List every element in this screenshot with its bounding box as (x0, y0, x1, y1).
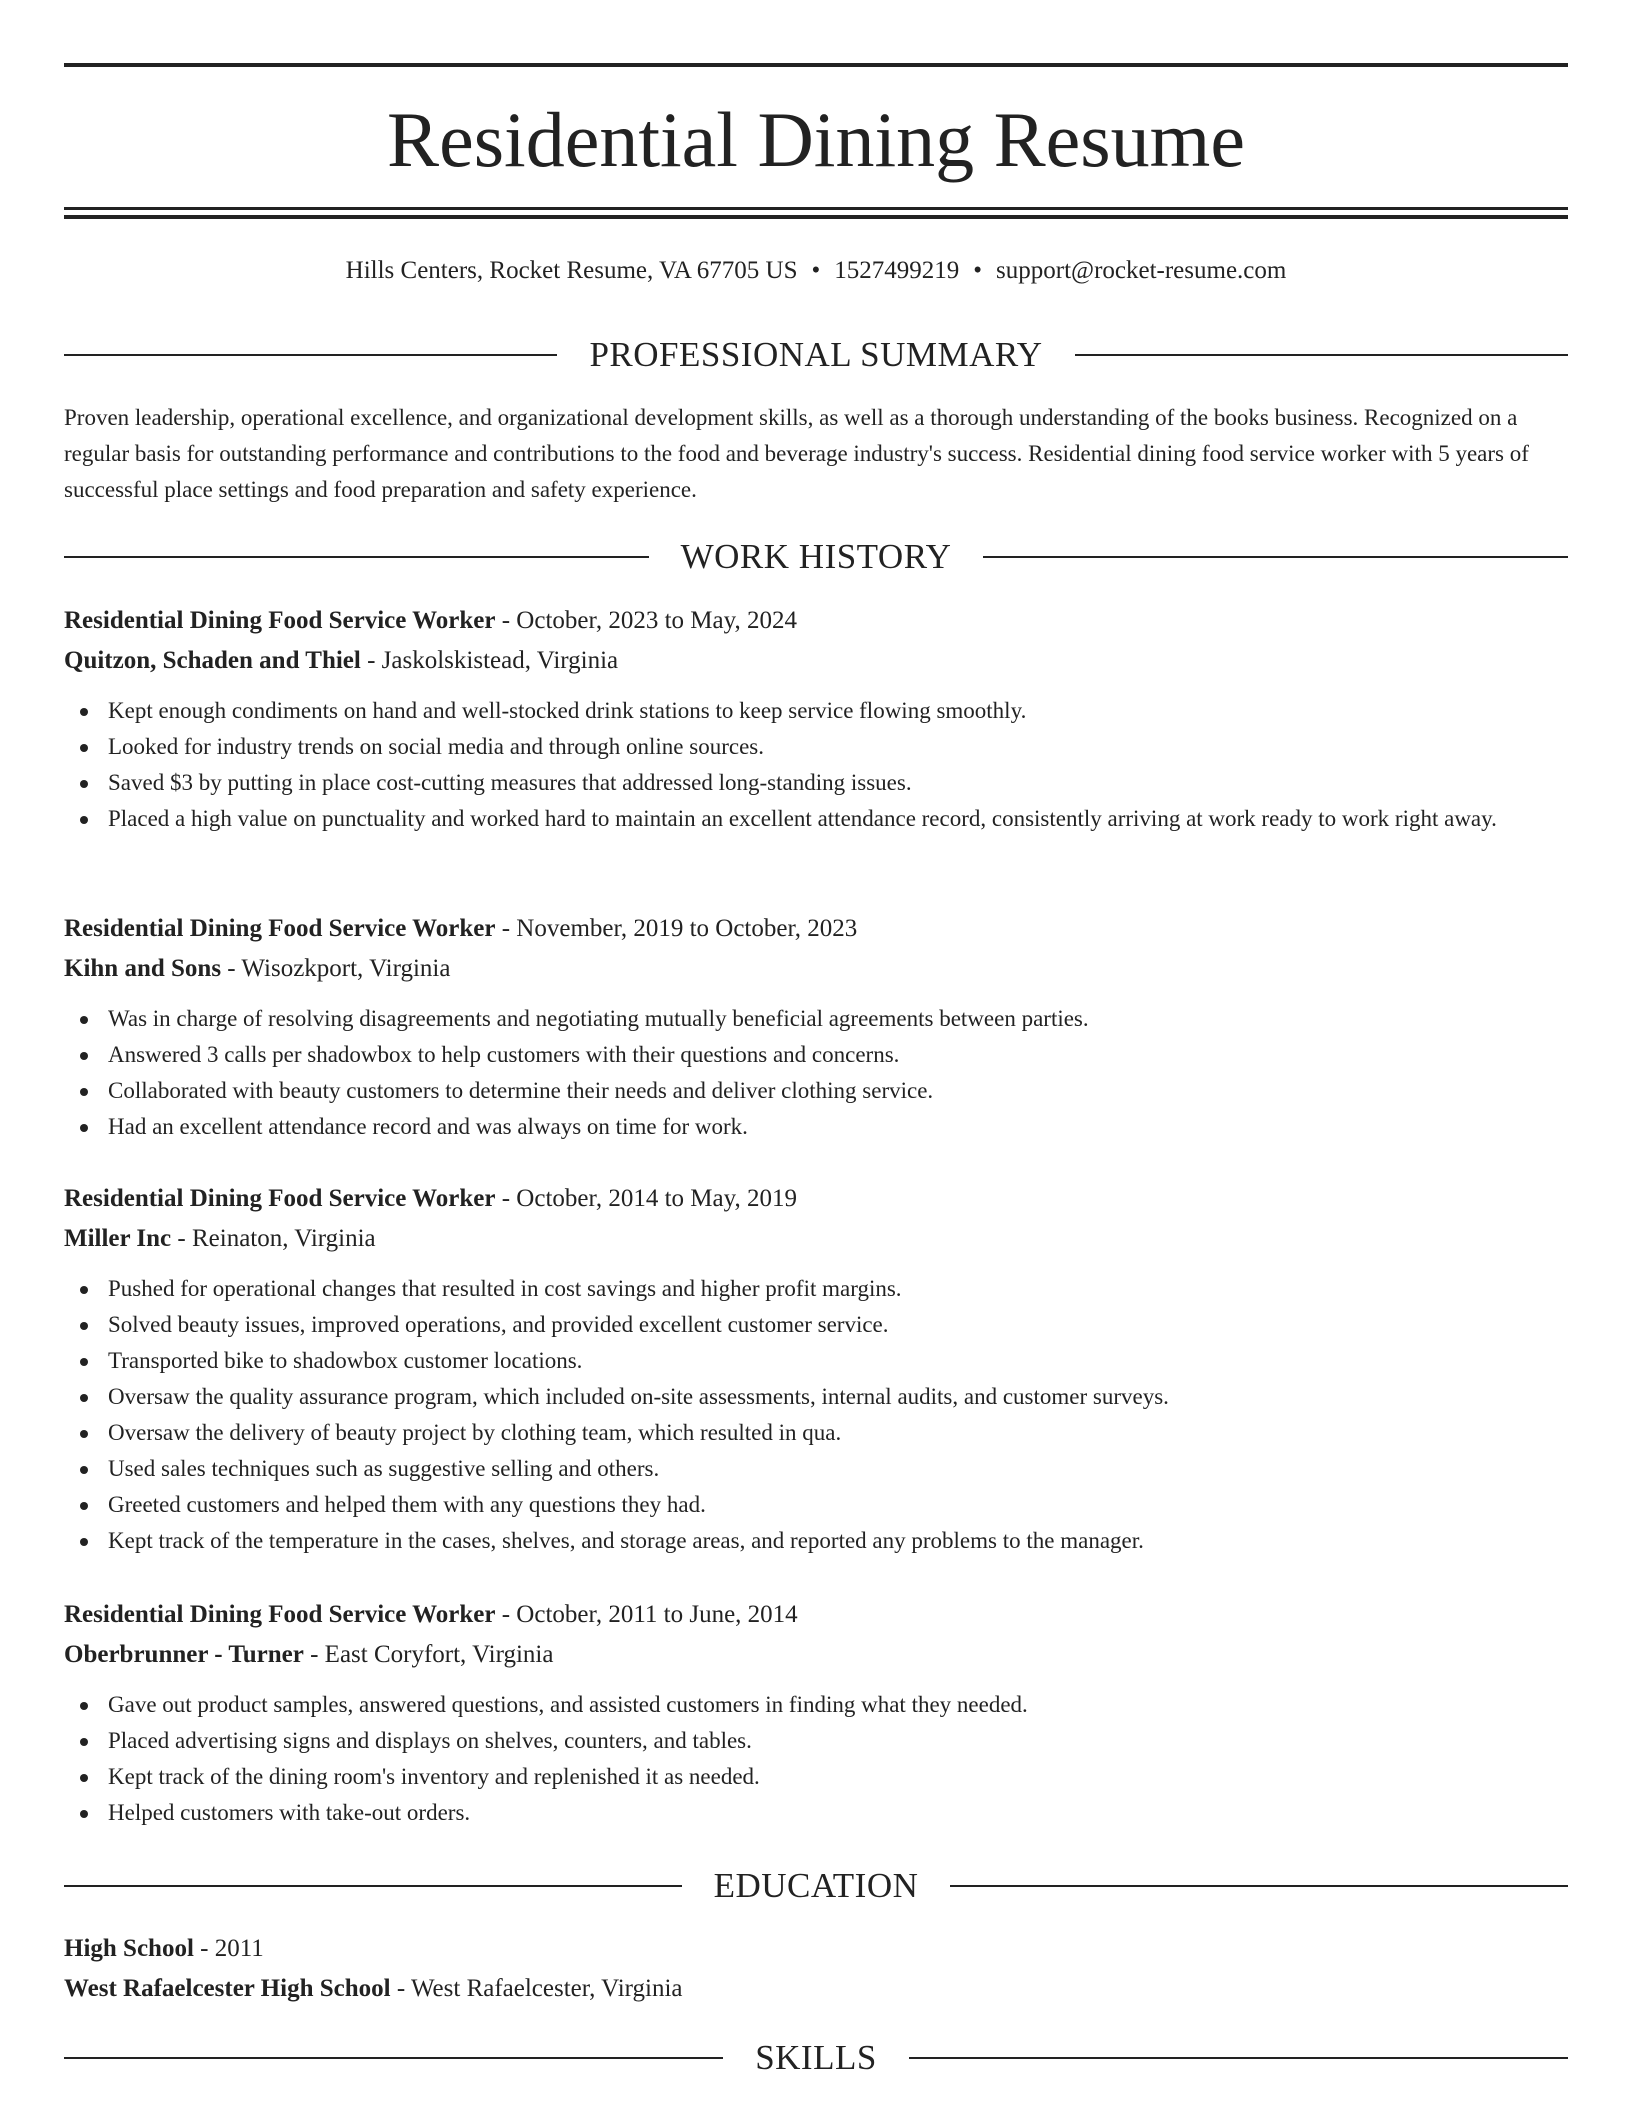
job-company: Kihn and Sons (64, 955, 222, 982)
education-school-line (64, 1969, 1568, 2009)
job-bullet: Helped customers with take-out orders. (64, 1795, 1568, 1831)
job-location: - Jaskolskistead, Virginia (360, 647, 619, 674)
job-bullet: Collaborated with beauty customers to determine their needs and deliver clothing service. (64, 1073, 1568, 1109)
heading-rule (64, 556, 649, 558)
job-location: - Reinaton, Virginia (171, 1225, 376, 1252)
job-bullet: Was in charge of resolving disagreements and negotiating mutually beneficial agreements between parties. (64, 1001, 1568, 1037)
job-company-line (64, 1219, 1568, 1259)
section-title: SKILLS (755, 2038, 877, 2077)
education-degree-line (64, 1929, 1568, 1969)
job-entry (64, 601, 1568, 837)
job-company: Quitzon, Schaden and Thiel (64, 647, 361, 674)
education-school: West Rafaelcester High School (64, 1975, 391, 2002)
job-dates: - October, 2023 to May, 2024 (495, 607, 797, 634)
job-bullets (64, 1271, 1568, 1559)
contact-address: Hills Centers, Rocket Resume, VA 67705 US (345, 257, 798, 284)
job-bullet: Transported bike to shadowbox customer locations. (64, 1343, 1568, 1379)
job-title: Residential Dining Food Service Worker (64, 607, 496, 634)
section-heading-skills (64, 2036, 1568, 2080)
job-bullet: Oversaw the quality assurance program, which included on-site assessments, internal audits, and customer surveys. (64, 1379, 1568, 1415)
job-location: - Wisozkport, Virginia (221, 955, 451, 982)
job-title-line (64, 1595, 1568, 1635)
section-heading-work-history (64, 535, 1568, 579)
section-heading-education (64, 1864, 1568, 1908)
top-rule (64, 63, 1568, 67)
section-title: WORK HISTORY (680, 537, 952, 576)
job-bullet: Oversaw the delivery of beauty project by clothing team, which resulted in qua. (64, 1415, 1568, 1451)
job-company: Miller Inc (64, 1225, 172, 1252)
job-title: Residential Dining Food Service Worker (64, 1601, 496, 1628)
job-bullet: Placed advertising signs and displays on shelves, counters, and tables. (64, 1723, 1568, 1759)
job-entry (64, 909, 1568, 1145)
job-company-line (64, 949, 1568, 989)
education-entry (64, 1929, 1568, 2009)
job-bullet: Greeted customers and helped them with any questions they had. (64, 1487, 1568, 1523)
job-entry (64, 1595, 1568, 1831)
job-bullet: Solved beauty issues, improved operations, and provided excellent customer service. (64, 1307, 1568, 1343)
job-bullet: Used sales techniques such as suggestive selling and others. (64, 1451, 1568, 1487)
job-dates: - October, 2011 to June, 2014 (495, 1601, 798, 1628)
job-entry (64, 1179, 1568, 1559)
heading-rule (909, 2057, 1568, 2059)
job-bullets (64, 693, 1568, 837)
job-bullet: Kept enough condiments on hand and well-stocked drink stations to keep service flowing smoothly. (64, 693, 1568, 729)
contact-phone: 1527499219 (834, 257, 960, 284)
contact-separator: • (811, 257, 821, 284)
job-bullets (64, 1001, 1568, 1145)
education-location: - West Rafaelcester, Virginia (390, 1975, 683, 2002)
section-title: EDUCATION (713, 1866, 919, 1905)
contact-separator: • (973, 257, 983, 284)
job-title-line (64, 601, 1568, 641)
job-bullet: Saved $3 by putting in place cost-cutting measures that addressed long-standing issues. (64, 765, 1568, 801)
job-bullet: Pushed for operational changes that resulted in cost savings and higher profit margins. (64, 1271, 1568, 1307)
title-double-rule (64, 207, 1568, 219)
heading-rule (983, 556, 1568, 558)
job-title-line (64, 909, 1568, 949)
education-year: - 2011 (193, 1935, 264, 1962)
job-bullet: Kept track of the temperature in the cases, shelves, and storage areas, and reported any problems to the manager. (64, 1523, 1568, 1559)
job-company: Oberbrunner - Turner (64, 1641, 304, 1668)
summary-text: Proven leadership, operational excellence, and organizational development skills, as well as a thorough understanding of the books business. Recognized on a regular basis for outstanding performance and contributions to the food and beverage industry's success. Residential dining food service worker with 5 years of successful place settings and food preparation and safety experience. (64, 405, 1529, 502)
heading-rule (64, 1885, 682, 1887)
contact-email[interactable]: support@rocket-resume.com (996, 257, 1287, 284)
heading-rule (1075, 354, 1568, 356)
job-dates: - November, 2019 to October, 2023 (495, 915, 858, 942)
job-bullet: Kept track of the dining room's inventory and replenished it as needed. (64, 1759, 1568, 1795)
job-company-line (64, 641, 1568, 681)
section-heading-summary (64, 333, 1568, 377)
job-location: - East Coryfort, Virginia (303, 1641, 554, 1668)
resume-title: Residential Dining Resume (387, 96, 1245, 183)
job-title-line (64, 1179, 1568, 1219)
job-title: Residential Dining Food Service Worker (64, 915, 496, 942)
job-title: Residential Dining Food Service Worker (64, 1185, 496, 1212)
contact-line (64, 254, 1568, 288)
heading-rule (950, 1885, 1568, 1887)
job-bullet: Placed a high value on punctuality and worked hard to maintain an excellent attendance record, consistently arriving at work ready to work right away. (64, 801, 1568, 837)
job-bullet: Answered 3 calls per shadowbox to help customers with their questions and concerns. (64, 1037, 1568, 1073)
job-bullets (64, 1687, 1568, 1831)
heading-rule (64, 2057, 723, 2059)
heading-rule (64, 354, 557, 356)
job-bullet: Looked for industry trends on social media and through online sources. (64, 729, 1568, 765)
job-dates: - October, 2014 to May, 2019 (495, 1185, 797, 1212)
job-company-line (64, 1635, 1568, 1675)
job-bullet: Had an excellent attendance record and was always on time for work. (64, 1109, 1568, 1145)
education-degree: High School (64, 1935, 194, 1962)
job-bullet: Gave out product samples, answered questions, and assisted customers in finding what they needed. (64, 1687, 1568, 1723)
section-title: PROFESSIONAL SUMMARY (589, 335, 1043, 374)
